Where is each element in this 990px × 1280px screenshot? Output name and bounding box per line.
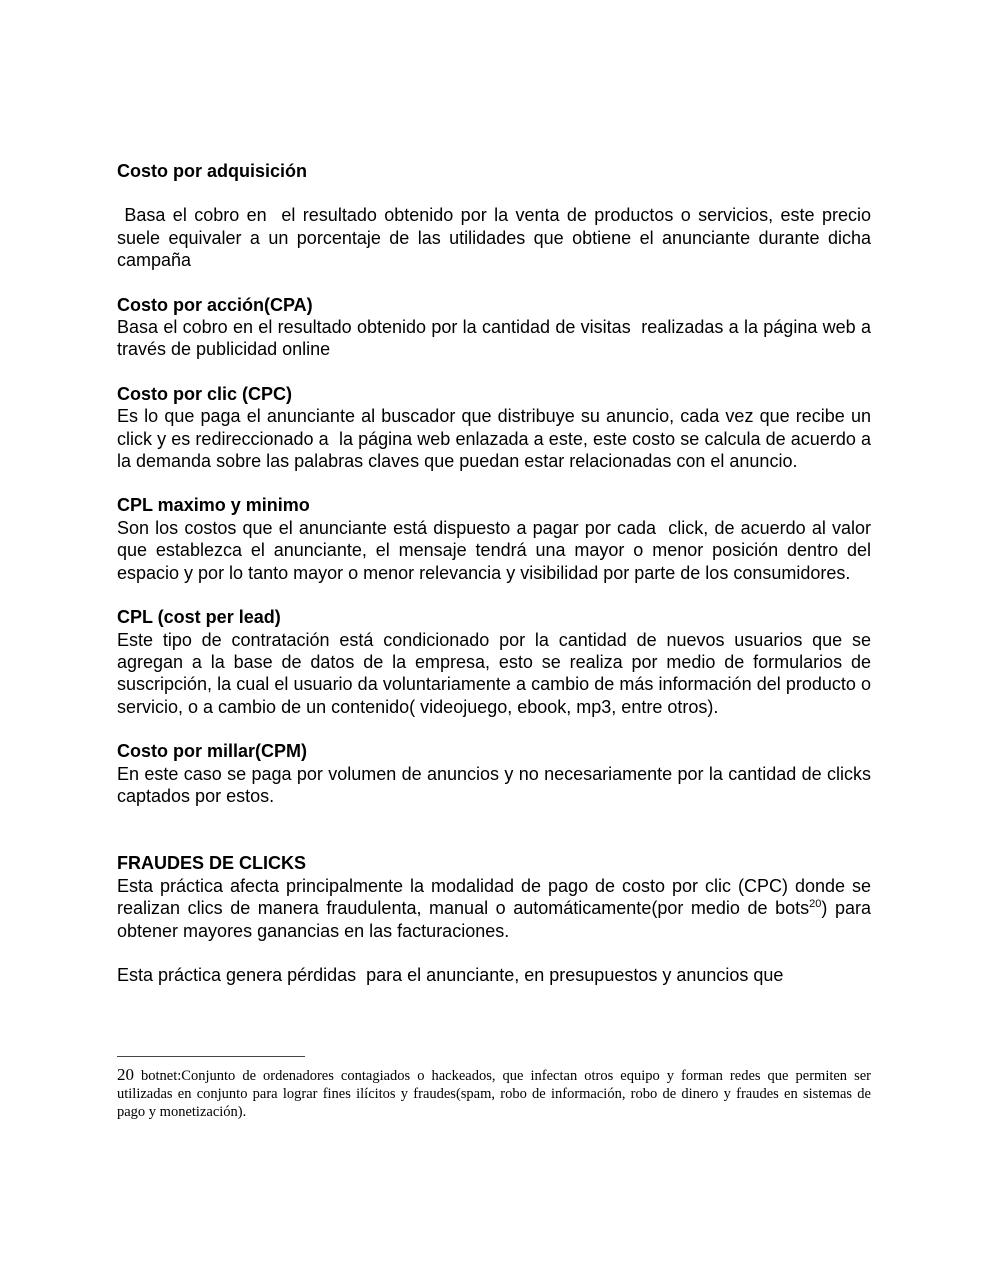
- section-costo-adquisicion: [117, 160, 877, 272]
- section-fraudes-continued: [117, 964, 871, 986]
- section-body: Basa el cobro en el resultado obtenido por la cantidad de visitas realizadas a la página web a través de publicidad online: [117, 317, 877, 360]
- footnote-separator: [117, 1056, 305, 1057]
- section-body: Basa el cobro en el resultado obtenido por la venta de productos o servicios, este precio suele equivaler a un porcentaje de las utilidades que obtiene el anunciante durante dicha campaña: [117, 205, 877, 271]
- section-costo-accion: [117, 294, 877, 361]
- section-heading: CPL (cost per lead): [117, 607, 281, 628]
- section-body: Este tipo de contratación está condicionado por la cantidad de nuevos usuarios que se agregan a la base de datos de la empresa, esto se realiza por medio de formularios de suscripción, la cual el usuario da voluntariamente a cambio de más información del producto o servicio, o a cambio de un contenido( videojuego, ebook, mp3, entre otros).: [117, 629, 877, 717]
- document-page: [117, 160, 877, 1008]
- section-heading: Costo por millar(CPM): [117, 741, 308, 762]
- footnote-number: 20: [117, 1065, 134, 1084]
- footnote-reference[interactable]: 20: [809, 898, 822, 911]
- section-costo-millar: [117, 740, 877, 807]
- section-body: Esta práctica genera pérdidas para el anunciante, en presupuestos y anuncios que: [117, 964, 784, 985]
- section-cpl-lead: [117, 606, 877, 718]
- body-text: ) para obtener mayores ganancias en las facturaciones.: [117, 898, 877, 941]
- footnote-text: botnet:Conjunto de ordenadores contagiados o hackeados, que infectan otros equipo y forman redes que permiten ser utilizadas en conjunto para lograr fines ilícitos y fraudes(spam, robo de información, robo de dinero y fraudes en sistemas de pago y monetización).: [117, 1068, 871, 1120]
- section-heading: Costo por clic (CPC): [117, 383, 293, 404]
- section-heading: CPL maximo y minimo: [117, 495, 310, 516]
- body-text: Esta práctica afecta principalmente la modalidad de pago de costo por clic (CPC) donde se realizan clics de manera fraudulenta, manual o automáticamente(por medio de bots: [117, 875, 877, 919]
- section-body: En este caso se paga por volumen de anuncios y no necesariamente por la cantidad de clicks captados por estos.: [117, 763, 877, 806]
- section-cpl-max-min: [117, 494, 877, 584]
- section-heading: FRAUDES DE CLICKS: [117, 853, 307, 874]
- section-body: Son los costos que el anunciante está dispuesto a pagar por cada click, de acuerdo al valor que establezca el anunciante, el mensaje tendrá una mayor o menor posición dentro del espacio y por lo tanto mayor o menor relevancia y visibilidad por parte de los consumidores.: [117, 517, 877, 583]
- section-body: Es lo que paga el anunciante al buscador que distribuye su anuncio, cada vez que recibe un click y es redireccionado a la página web enlazada a este, este costo se calcula de acuerdo a la demanda sobre las palabras claves que puedan estar relacionadas con el anuncio.: [117, 406, 877, 472]
- section-costo-clic: [117, 383, 877, 473]
- section-heading: Costo por acción(CPA): [117, 294, 313, 315]
- section-fraudes: [117, 852, 877, 942]
- section-body: [117, 875, 877, 942]
- footnote: [117, 1066, 871, 1121]
- section-heading: Costo por adquisición: [117, 161, 308, 181]
